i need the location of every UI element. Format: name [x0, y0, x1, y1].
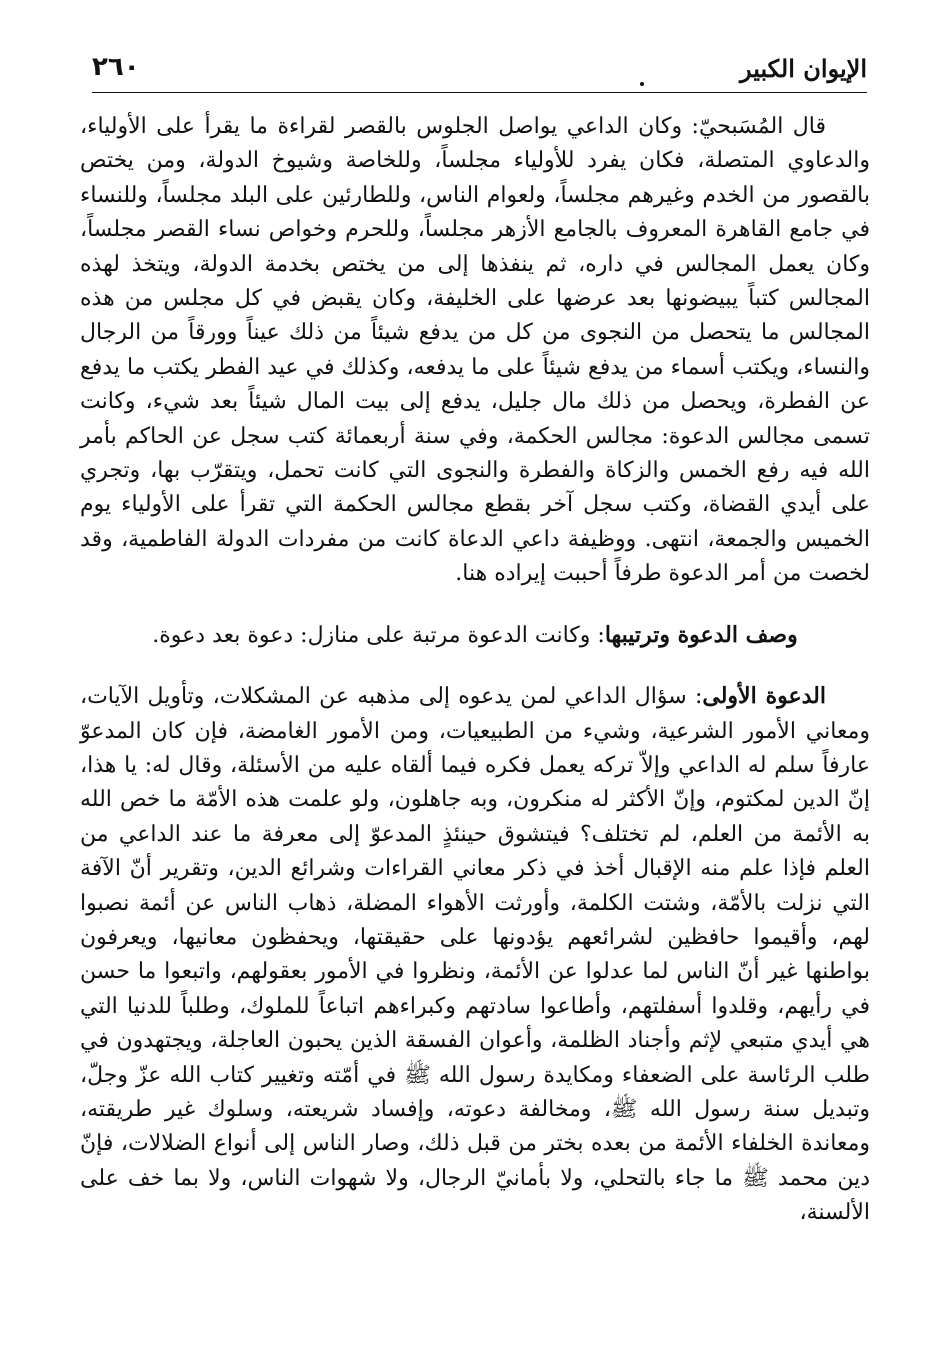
page-body — [80, 110, 870, 1231]
running-title: الإيوان الكبير — [739, 54, 867, 83]
paragraph-text: : وكانت الدعوة مرتبة على منازل: دعوة بعد دعوة. — [152, 622, 605, 648]
section-heading-first-dawa: الدعوة الأولى — [702, 683, 826, 710]
paragraph-first-dawa — [80, 679, 870, 1231]
page-number: ٢٦٠ — [92, 52, 140, 82]
paragraph-dawa-description — [80, 618, 870, 653]
section-heading-dawa-description: وصف الدعوة وترتيبها — [604, 621, 798, 648]
page-header — [92, 40, 867, 93]
paragraph-text: : سؤال الداعي لمن يدعوه إلى مذهبه عن المشكلات، وتأويل الآيات، ومعاني الأمور الشرعية، وشيء من الطبيعيات، ومن الأمور الغامضة، فإن كان المدعوّ عارفاً سلم له الداعي وإلاّ تركه يعمل فكره فيما ألقاه عليه من الأسئلة، وقال له: يا هذا، إنّ الدين لمكتوم، وإنّ الأكثر له منكرون، وبه جاهلون، ولو علمت هذه الأمّة ما خص الله به الأئمة من العلم، لم تختلف؟ فيتشوق حينئذٍ المدعوّ إلى معرفة ما عند الداعي من العلم فإذا علم منه الإقبال أخذ في ذكر معاني القراءات وشرائع الدين، وتقرير أنّ الآفة التي نزلت بالأمّة، وشتت الكلمة، وأورثت الأهواء المضلة، ذهاب الناس عن أئمة نصبوا لهم، وأقيموا حافظين لشرائعهم يؤدونها على حقيقتها، ويحفظون معانيها، ويعرفون بواطنها غير أنّ الناس لما عدلوا عن الأئمة، ونظروا في الأمور بعقولهم، واتبعوا ما حسن في رأيهم، وقلدوا أسفلتهم، وأطاعوا سادتهم وكبراءهم اتباعاً للملوك، وطلباً للدنيا التي هي أيدي متبعي لإثم وأجناد الظلمة، وأعوان الفسقة الذين يحبون العاجلة، ويجتهدون في طلب الرئاسة على الضعفاء ومكايدة رسول الله ﷺ في أمّته وتغيير كتاب الله عزّ وجلّ، وتبديل سنة رسول الله ﷺ، ومخالفة دعوته، وإفساد شريعته، وسلوك غير طريقته، ومعاندة الخلفاء الأئمة من بعده بختر من قبل ذلك، وصار الناس إلى أنواع الضلالات، فإنّ دين محمد ﷺ ما جاء بالتحلي، ولا بأمانيّ الرجال، ولا شهوات الناس، ولا بما خف على الألسنة، — [80, 684, 870, 1226]
paragraph-musabbihi: قال المُسَبحيّ: وكان الداعي يواصل الجلوس بالقصر لقراءة ما يقرأ على الأولياء، والدعاوي المتصلة، فكان يفرد للأولياء مجلساً، وللخاصة وشيوخ الدولة، ومن يختص بالقصور من الخدم وغيرهم مجلساً، ولعوام الناس، وللطارئين على البلد مجلساً، وللنساء في جامع القاهرة المعروف بالجامع الأزهر مجلساً، وللحرم وخواص نساء القصر مجلساً، وكان يعمل المجالس في داره، ثم ينفذها إلى من يختص بخدمة الدولة، ويتخذ لهذه المجالس كتباً يبيضونها بعد عرضها على الخليفة، وكان يقبض في كل مجلس من هذه المجالس ما يتحصل من النجوى من كل من يدفع شيئاً من ذلك عيناً وورقاً من الرجال والنساء، ويكتب أسماء من يدفع شيئاً على ما يدفعه، وكذلك في عيد الفطر يكتب ما يدفع عن الفطرة، ويحصل من ذلك مال جليل، يدفع إلى بيت المال شيئاً بعد شيء، وكانت تسمى مجالس الدعوة: مجالس الحكمة، وفي سنة أربعمائة كتب سجل عن الحاكم بأمر الله فيه رفع الخمس والزكاة والفطرة والنجوى التي كانت تحمل، ويتقرّب بها، وتجري على أيدي القضاة، وكتب سجل آخر بقطع مجالس الحكمة التي تقرأ على الأولياء يوم الخميس والجمعة، انتهى. ووظيفة داعي الدعاة كانت من مفردات الدولة الفاطمية، وقد لخصت من أمر الدعوة طرفاً أحببت إيراده هنا. — [80, 114, 870, 587]
header-dot — [640, 82, 644, 86]
